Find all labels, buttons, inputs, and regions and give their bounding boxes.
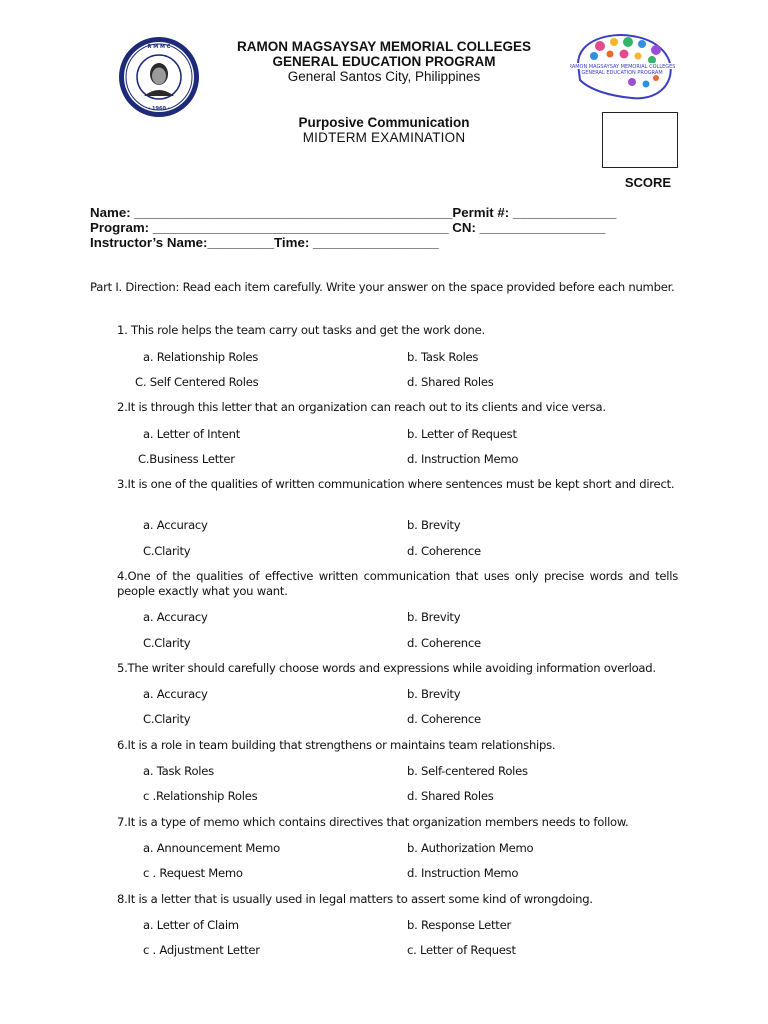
question-8: 8.It is a letter that is usually used in legal matters to assert some kind of wrongdoing. [117,892,593,906]
option-6b: b. Self-centered Roles [407,764,528,778]
option-3a: a. Accuracy [143,518,208,532]
option-1d: d. Shared Roles [407,375,494,389]
option-7d: d. Instruction Memo [407,866,519,880]
option-7a: a. Announcement Memo [143,841,280,855]
course-title: Purposive Communication [298,115,470,130]
option-1c: C. Self Centered Roles [135,375,259,389]
svg-text:GENERAL EDUCATION PROGRAM: GENERAL EDUCATION PROGRAM [581,70,663,76]
question-7: 7.It is a type of memo which contains directives that organization members needs to follow. [117,815,629,829]
option-6a: a. Task Roles [143,764,214,778]
option-7c: c . Request Memo [143,866,243,880]
option-2b: b. Letter of Request [407,427,517,441]
instructor-time-field[interactable]: Instructor’s Name:_________Time: _________________ [90,235,439,250]
question-5: 5.The writer should carefully choose words and expressions while avoiding information overload. [117,661,656,675]
option-6c: c .Relationship Roles [143,789,258,803]
program-name: GENERAL EDUCATION PROGRAM [272,54,496,69]
gep-logo [570,30,676,102]
score-label: SCORE [624,175,672,190]
college-seal-logo [118,36,200,118]
option-5a: a. Accuracy [143,687,208,701]
option-5b: b. Brevity [407,687,461,701]
location: General Santos City, Philippines [287,69,481,84]
option-3c: C.Clarity [143,544,191,558]
option-4a: a. Accuracy [143,610,208,624]
option-4c: C.Clarity [143,636,191,650]
score-box[interactable] [602,112,678,168]
option-3b: b. Brevity [407,518,461,532]
svg-text:RAMON MAGSAYSAY MEMORIAL COLLE: RAMON MAGSAYSAY MEMORIAL COLLEGES [570,64,676,70]
direction-text: Part I. Direction: Read each item carefully. Write your answer on the space provided before each number. [90,280,675,294]
question-6: 6.It is a role in team building that strengthens or maintains team relationships. [117,738,556,752]
program-cn-field[interactable]: Program: ________________________________________ CN: _________________ [90,220,606,235]
option-2c: C.Business Letter [138,452,235,466]
option-4b: b. Brevity [407,610,461,624]
option-4d: d. Coherence [407,636,481,650]
option-6d: d. Shared Roles [407,789,494,803]
option-8d: c. Letter of Request [407,943,516,957]
option-7b: b. Authorization Memo [407,841,534,855]
question-2: 2.It is through this letter that an organization can reach out to its clients and vice versa. [117,400,606,414]
svg-text:R M M C: R M M C [147,44,171,50]
question-3: 3.It is one of the qualities of written communication where sentences must be kept short and direct. [117,477,675,491]
option-1a: a. Relationship Roles [143,350,259,364]
exam-title: MIDTERM EXAMINATION [302,130,466,145]
option-8b: b. Response Letter [407,918,511,932]
option-5d: d. Coherence [407,712,481,726]
name-permit-field[interactable]: Name: ___________________________________________Permit #: ______________ [90,205,617,220]
svg-text:· 1960 ·: · 1960 · [148,106,170,112]
option-8c: c . Adjustment Letter [143,943,260,957]
question-4: 4.One of the qualities of effective written communication that uses only precise words and tells people exactly what you want. [117,569,678,598]
college-name: RAMON MAGSAYSAY MEMORIAL COLLEGES [236,39,532,54]
option-3d: d. Coherence [407,544,481,558]
option-2a: a. Letter of Intent [143,427,240,441]
question-1: 1. This role helps the team carry out tasks and get the work done. [117,323,485,337]
option-8a: a. Letter of Claim [143,918,239,932]
option-1b: b. Task Roles [407,350,479,364]
option-5c: C.Clarity [143,712,191,726]
option-2d: d. Instruction Memo [407,452,519,466]
